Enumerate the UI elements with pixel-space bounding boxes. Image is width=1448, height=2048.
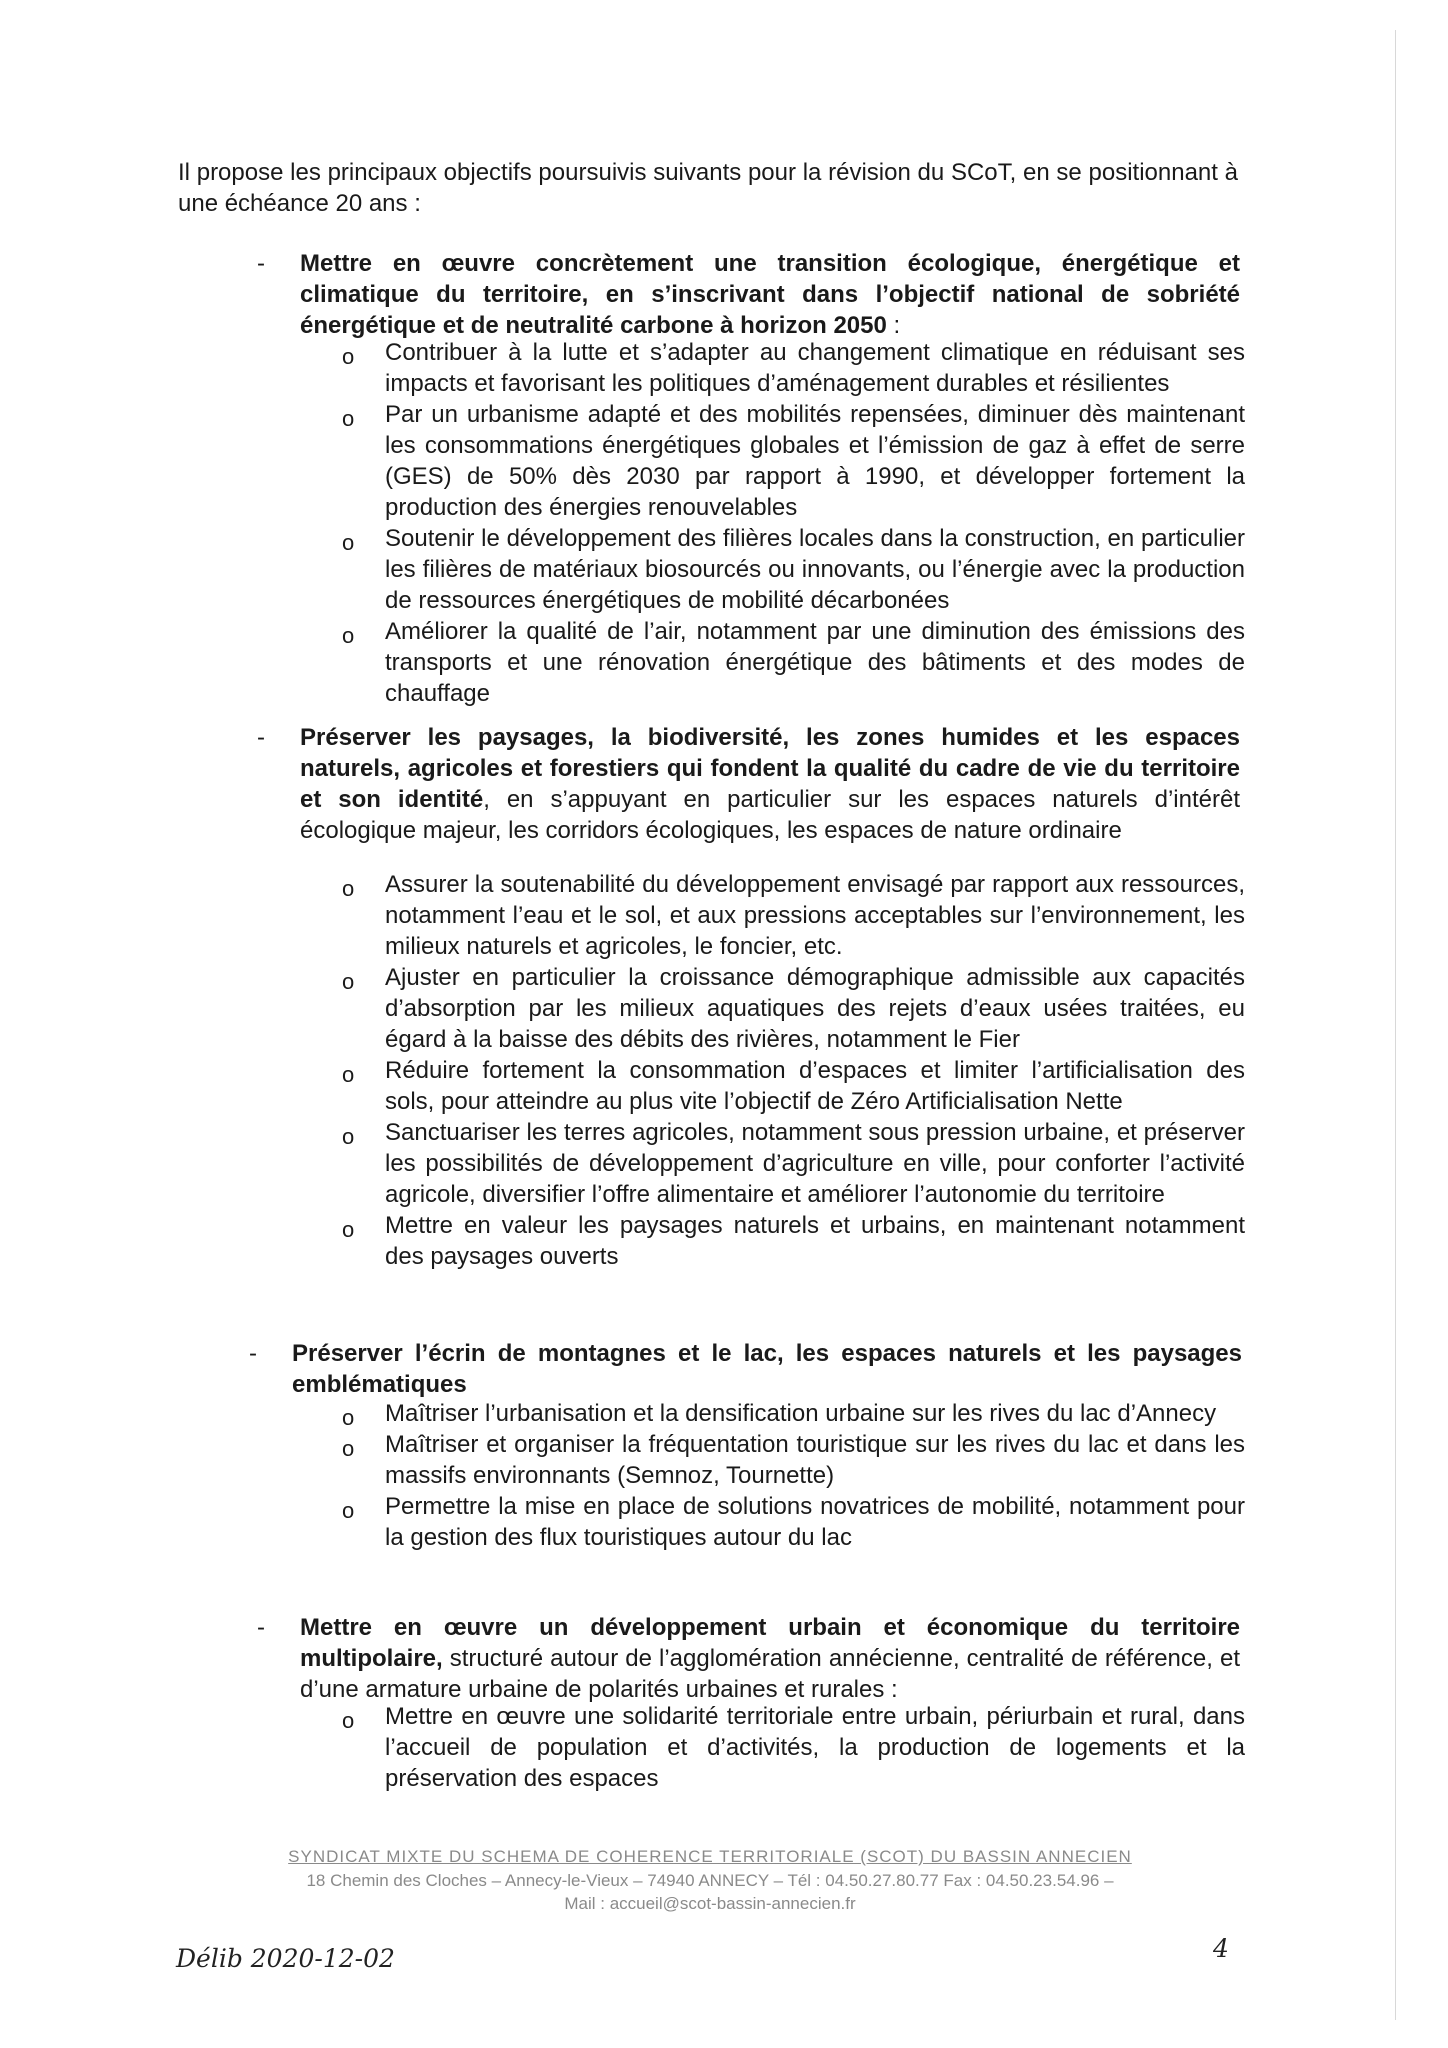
section-heading	[292, 1338, 1242, 1400]
list-item-text: Assurer la soutenabilité du développement envisagé par rapport aux ressources, notamment l’eau et le sol, et aux pressions acceptables sur l’environnement, les milieux naturels et agricoles, le foncier, etc.	[385, 871, 1245, 960]
list-item-text: Soutenir le développement des filières locales dans la construction, en particulier les filières de matériaux biosourcés ou innovants, ou l’énergie avec la production de ressources énergétiques de mobilité décarbonées	[385, 525, 1245, 614]
section-heading	[300, 1612, 1240, 1705]
list-item-text: Réduire fortement la consommation d’espaces et limiter l’artificialisation des sols, pour atteindre au plus vite l’objectif de Zéro Artificialisation Nette	[385, 1057, 1245, 1115]
list-item	[0, 962, 1448, 1055]
bullet-marker: o	[342, 1708, 355, 1733]
dash-marker: -	[249, 1340, 257, 1367]
list-item	[0, 399, 1448, 523]
list-item	[0, 337, 1448, 399]
bullet-marker: o	[342, 344, 355, 369]
list-item-text: Mettre en œuvre une solidarité territoriale entre urbain, périurbain et rural, dans l’accueil de population et d’activités, la production de logements et la préservation des espaces	[385, 1703, 1245, 1792]
list-item-text: Sanctuariser les terres agricoles, notamment sous pression urbaine, et préserver les possibilités de développement d’agriculture en ville, pour conforter l’activité agricole, diversifier l’offre alimentaire et améliorer l’autonomie du territoire	[385, 1119, 1245, 1208]
page-number: 4	[1213, 1934, 1229, 1963]
list-item-text: Contribuer à la lutte et s’adapter au changement climatique en réduisant ses impacts et favorisant les politiques d’aménagement durables et résilientes	[385, 339, 1245, 397]
sub-objectives-list	[0, 869, 1448, 1272]
list-item	[0, 1429, 1448, 1491]
dash-marker: -	[257, 1614, 265, 1641]
list-item-text: Maîtriser et organiser la fréquentation touristique sur les rives du lac et dans les massifs environnants (Semnoz, Tournette)	[385, 1431, 1245, 1489]
section-heading-rest: , en s’appuyant en particulier sur les espaces naturels d’intérêt écologique majeur, les corridors écologiques, les espaces de nature ordinaire	[300, 786, 1240, 844]
bullet-marker: o	[342, 1405, 355, 1430]
bullet-marker: o	[342, 1124, 355, 1149]
sub-objectives-list	[0, 1701, 1448, 1794]
section-heading-bold: Mettre en œuvre un développement urbain et économique du territoire multipolaire,	[300, 1614, 1240, 1672]
dash-marker: -	[257, 250, 265, 277]
list-item	[0, 1055, 1448, 1117]
footer-address: 18 Chemin des Cloches – Annecy-le-Vieux – 74940 ANNECY – Tél : 04.50.27.80.77 Fax : 04.50.23.54.96 –	[306, 1871, 1114, 1890]
footer-mail: Mail : accueil@scot-bassin-annecien.fr	[564, 1894, 856, 1913]
intro-paragraph: Il propose les principaux objectifs poursuivis suivants pour la révision du SCoT, en se positionnant à une échéance 20 ans :	[178, 159, 1238, 217]
bullet-marker: o	[342, 1062, 355, 1087]
bullet-marker: o	[342, 969, 355, 994]
list-item-text: Améliorer la qualité de l’air, notamment par une diminution des émissions des transports et une rénovation énergétique des bâtiments et des modes de chauffage	[385, 618, 1245, 707]
list-item-text: Par un urbanisme adapté et des mobilités repensées, diminuer dès maintenant les consommations énergétiques globales et l’émission de gaz à effet de serre (GES) de 50% dès 2030 par rapport à 1990, et développer fortement la production des énergies renouvelables	[385, 401, 1245, 521]
sub-objectives-list	[0, 1398, 1448, 1553]
sub-objectives-list	[0, 337, 1448, 709]
list-item	[0, 1398, 1448, 1429]
list-item-text: Permettre la mise en place de solutions novatrices de mobilité, notamment pour la gestion des flux touristiques autour du lac	[385, 1493, 1245, 1551]
list-item	[0, 1491, 1448, 1553]
list-item	[0, 1117, 1448, 1210]
list-item	[0, 1210, 1448, 1272]
bullet-marker: o	[342, 623, 355, 648]
section-heading-bold: Mettre en œuvre concrètement une transition écologique, énergétique et climatique du territoire, en s’inscrivant dans l’objectif national de sobriété énergétique et de neutralité carbone à horizon 2050	[300, 250, 1240, 339]
bullet-marker: o	[342, 1436, 355, 1461]
list-item	[0, 869, 1448, 962]
list-item	[0, 1701, 1448, 1794]
bullet-marker: o	[342, 1217, 355, 1242]
list-item	[0, 523, 1448, 616]
list-item	[0, 616, 1448, 709]
section-heading-bold: Préserver les paysages, la biodiversité, les zones humides et les espaces naturels, agricoles et forestiers qui fondent la qualité du cadre de vie du territoire et son identité	[300, 724, 1240, 813]
bullet-marker: o	[342, 530, 355, 555]
list-item-text: Mettre en valeur les paysages naturels et urbains, en maintenant notamment des paysages ouverts	[385, 1212, 1245, 1270]
section-heading-rest: :	[886, 312, 901, 339]
list-item-text: Ajuster en particulier la croissance démographique admissible aux capacités d’absorption par les milieux aquatiques des rejets d’eaux usées traitées, eu égard à la baisse des débits des rivières, notamment le Fier	[385, 964, 1245, 1053]
section-heading-bold: Préserver l’écrin de montagnes et le lac, les espaces naturels et les paysages emblématiques	[292, 1340, 1242, 1398]
section-heading	[300, 722, 1240, 846]
bullet-marker: o	[342, 876, 355, 901]
bullet-marker: o	[342, 1498, 355, 1523]
dash-marker: -	[257, 724, 265, 751]
footer-organization: SYNDICAT MIXTE DU SCHEMA DE COHERENCE TERRITORIALE (SCOT) DU BASSIN ANNECIEN	[288, 1847, 1132, 1866]
section-heading-rest: structuré autour de l’agglomération annécienne, centralité de référence, et d’une armature urbaine de polarités urbaines et rurales :	[300, 1645, 1240, 1703]
section-heading	[300, 248, 1240, 341]
list-item-text: Maîtriser l’urbanisation et la densification urbaine sur les rives du lac d’Annecy	[385, 1400, 1217, 1427]
bullet-marker: o	[342, 406, 355, 431]
deliberation-reference: Délib 2020-12-02	[176, 1944, 395, 1973]
